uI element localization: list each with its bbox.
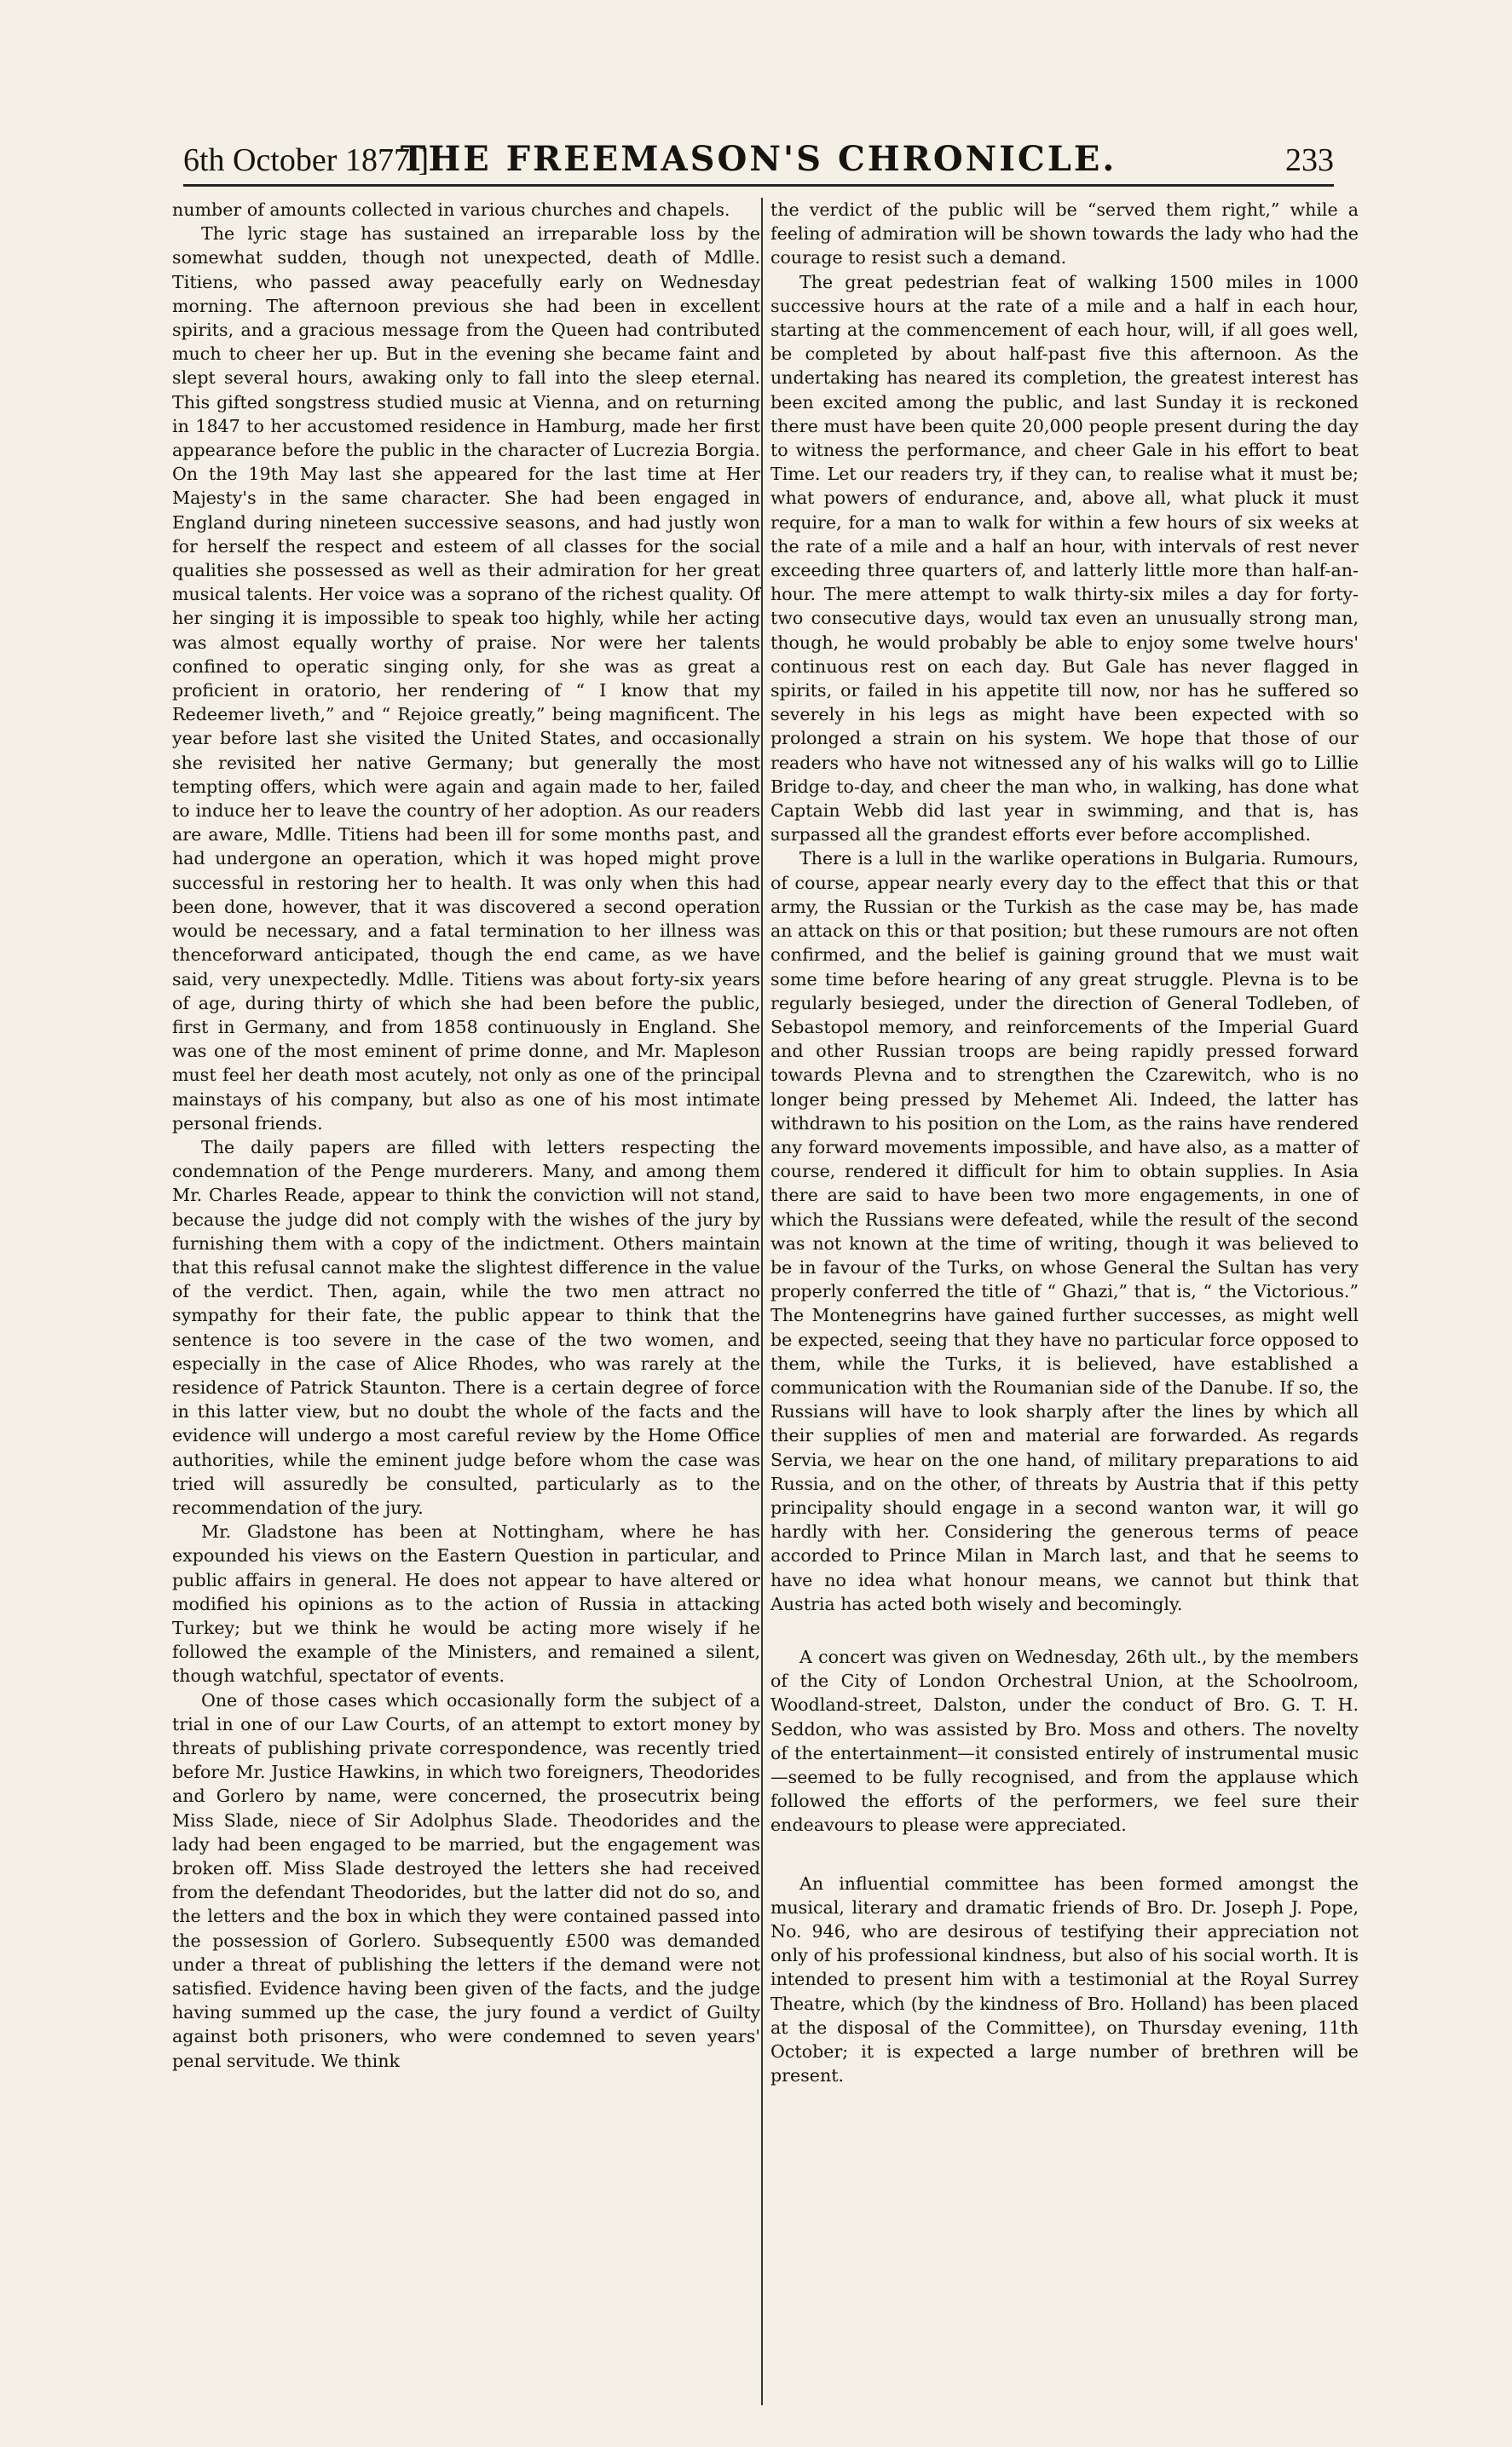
page-number: 233 — [1285, 142, 1334, 178]
paragraph-penge-murderers: The daily papers are filled with letters respecting the condemnation of the Penge murderers. Many, and among them Mr. Charles Reade, appear to think the conviction will not stand, because the judge did not comply with the wishes of the jury by furnishing them with a copy of the indictment. Others maintain that this refusal cannot make the slightest difference in the value of the verdict. Then, again, while the two men attract no sympathy for their fate, the public appear to think that the sentence is too severe in the case of the two women, and especially in the case of Alice Rhodes, who was rarely at the residence of Patrick Staunton. There is a certain degree of force in this latter view, but no doubt the whole of the facts and the evidence will undergo a most careful review by the Home Office authorities, while the eminent judge before whom the case was tried will assuredly be consulted, particularly as to the recommendation of the jury. — [172, 1136, 760, 1518]
column-divider — [761, 198, 763, 2405]
paragraph-slade-trial: One of those cases which occasionally form the subject of a trial in one of our Law Courts, of an attempt to extort money by threats of publishing private correspondence, was recently tried before Mr. Justice Hawkins, in which two foreigners, Theodorides and Gorlero by name, were concerned, the prosecutrix being Miss Slade, niece of Sir Adolphus Slade. Theodorides and the lady had been engaged to be married, but the engagement was broken off. Miss Slade destroyed the letters she had received from the defendant Theodorides, but the latter did not do so, and the letters and the box in which they were contained passed into the possession of Gorlero. Subsequently £500 was demanded under a threat of publishing the letters if the demand were not satisfied. Evidence having been given of the facts, and the judge having summed up the case, the jury found a verdict of Guilty against both prisoners, who were condemned to seven years' penal servitude. We think — [172, 1689, 760, 2071]
paragraph-church-collections: number of amounts collected in various churches and chapels. — [172, 199, 730, 220]
paragraph-bulgaria: There is a lull in the warlike operations in Bulgaria. Rumours, of course, appear nearly every day to the effect that this or that army, the Russian or the Turkish as the case may be, has made an attack on this or that position; but these rumours are not often confirmed, and the belief is gaining ground that we must wait some time before hearing of any great struggle. Plevna is to be regularly besieged, under the direction of General Todleben, of Sebastopol memory, and reinforcements of the Imperial Guard and other Russian troops are being rapidly pressed forward towards Plevna and to strengthen the Czarewitch, who is no longer being pressed by Mehemet Ali. Indeed, the latter has withdrawn to his position on the Lom, as the rains have rendered any forward movements impossible, and have also, as a matter of course, rendered it difficult for him to obtain supplies. In Asia there are said to have been two more engagements, in one of which the Russians were defeated, while the result of the second was not known at the time of writing, though it was believed to be in favour of the Turks, on whose General the Sultan has very properly conferred the title of “ Ghazi,” that is, “ the Victorious.” The Montenegrins have gained further successes, as might well be expected, seeing that they have no particular force opposed to them, while the Turks, it is believed, have established a communication with the Roumanian side of the Danube. If so, the Russians will have to look sharply after the lines by which all their supplies of men and material are forwarded. As regards Servia, we hear on the one hand, of military preparations to aid Russia, and on the other, of threats by Austria that if this petty principality should engage in a second wanton war, it will go hardly with her. Considering the generous terms of peace accorded to Prince Milan in March last, and that he seems to have no idea what honour means, we cannot but think that Austria has acted both wisely and becomingly. — [770, 848, 1359, 1614]
paragraph-gladstone: Mr. Gladstone has been at Nottingham, where he has expounded his views on the Eastern Question in particular, and public affairs in general. He does not appear to have altered or modified his opinions as to the action of Russia in attacking Turkey; but we think he would be acting more wisely if he followed the example of the Ministers, and remained a silent, though watchful, spectator of events. — [172, 1521, 760, 1687]
paragraph-testimonial: An influential committee has been formed amongst the musical, literary and dramatic friends of Bro. Dr. Joseph J. Pope, No. 946, who are desirous of testifying their appreciation not only of his professional kindness, but also of his social worth. It is intended to present him with a testimonial at the Royal Surrey Theatre, which (by the kindness of Bro. Holland) has been placed at the disposal of the Committee), on Thursday evening, 11th October; it is expected a large number of brethren will be present. — [770, 1873, 1359, 2086]
paragraph-concert: A concert was given on Wednesday, 26th ult., by the members of the City of London Orchestral Union, at the Schoolroom, Woodland-street, Dalston, under the conduct of Bro. G. T. H. Seddon, who was assisted by Bro. Moss and others. The novelty of the entertainment—it consisted entirely of instrumental music—seemed to be fully recognised, and from the applause which followed the efforts of the performers, we feel sure their endeavours to please were appreciated. — [770, 1646, 1359, 1836]
newspaper-title: THE FREEMASON'S CHRONICLE. — [400, 139, 1117, 179]
paragraph-pedestrian-feat: The great pedestrian feat of walking 1500 miles in 1000 successive hours at the rate of a mile and a half in each hour, starting at the commencement of each hour, will, if all goes well, be completed by about half-past five this afternoon. As the undertaking has neared its completion, the greatest interest has been excited among the public, and last Sunday it is reckoned there must have been quite 20,000 people present during the day to witness the performance, and cheer Gale in his effort to beat Time. Let our readers try, if they can, to realise what it must be; what powers of endurance, and, above all, what pluck it must require, for a man to walk for within a few hours of six weeks at the rate of a mile and a half an hour, with intervals of rest never exceeding three quarters of, and latterly little more than half-an-hour. The mere attempt to walk thirty-six miles a day for forty-two consecutive days, would tax even an unusually strong man, though, he would probably be able to enjoy some twelve hours' continuous rest on each day. But Gale has never flagged in spirits, or failed in his appetite till now, nor has he suffered so severely in his legs as might have been expected with so prolonged a strain on his system. We hope that those of our readers who have not witnessed any of his walks will go to Lillie Bridge to-day, and cheer the man who, in walking, has done what Captain Webb did last year in swimming, and that is, has surpassed all the grandest efforts ever before accomplished. — [770, 271, 1359, 845]
page-header — [183, 136, 1334, 187]
right-column — [770, 198, 1359, 2087]
paragraph-titiens-obituary: The lyric stage has sustained an irreparable loss by the somewhat sudden, though not unexpected, death of Mdlle. Titiens, who passed away peacefully early on Wednesday morning. The afternoon previous she had been in excellent spirits, and a gracious message from the Queen had contributed much to cheer her up. But in the evening she became faint and slept several hours, awaking only to fall into the sleep eternal. This gifted songstress studied music at Vienna, and on returning in 1847 to her accustomed residence in Hamburg, made her first appearance before the public in the character of Lucrezia Borgia. On the 19th May last she appeared for the last time at Her Majesty's in the same character. She had been engaged in England during nineteen successive seasons, and had justly won for herself the respect and esteem of all classes for the social qualities she possessed as well as their admiration for her great musical talents. Her voice was a soprano of the richest quality. Of her singing it is impossible to speak too highly, while her acting was almost equally worthy of praise. Nor were her talents confined to operatic singing only, for she was as great a proficient in oratorio, her rendering of “ I know that my Redeemer liveth,” and “ Rejoice greatly,” being magnificent. The year before last she visited the United States, and occasionally she revisited her native Germany; but generally the most tempting offers, which were again and again made to her, failed to induce her to leave the country of her adoption. As our readers are aware, Mdlle. Titiens had been ill for some months past, and had undergone an operation, which it was hoped might prove successful in restoring her to health. It was only when this had been done, however, that it was discovered a second operation would be necessary, and a fatal termination to her illness was thenceforward anticipated, though the end came, as we have said, very unexpectedly. Mdlle. Titiens was about forty-six years of age, during thirty of which she had been before the public, first in Germany, and from 1858 continuously in England. She was one of the most eminent of prime donne, and Mr. Mapleson must feel her death most acutely, not only as one of the principal mainstays of his company, but also as one of his most intimate personal friends. — [172, 223, 760, 1134]
issue-date: 6th October 1877.] — [183, 142, 430, 178]
left-column — [172, 198, 760, 2073]
paragraph-verdict: the verdict of the public will be “served them right,” while a feeling of admiration will be shown towards the lady who had the courage to resist such a demand. — [770, 199, 1359, 268]
